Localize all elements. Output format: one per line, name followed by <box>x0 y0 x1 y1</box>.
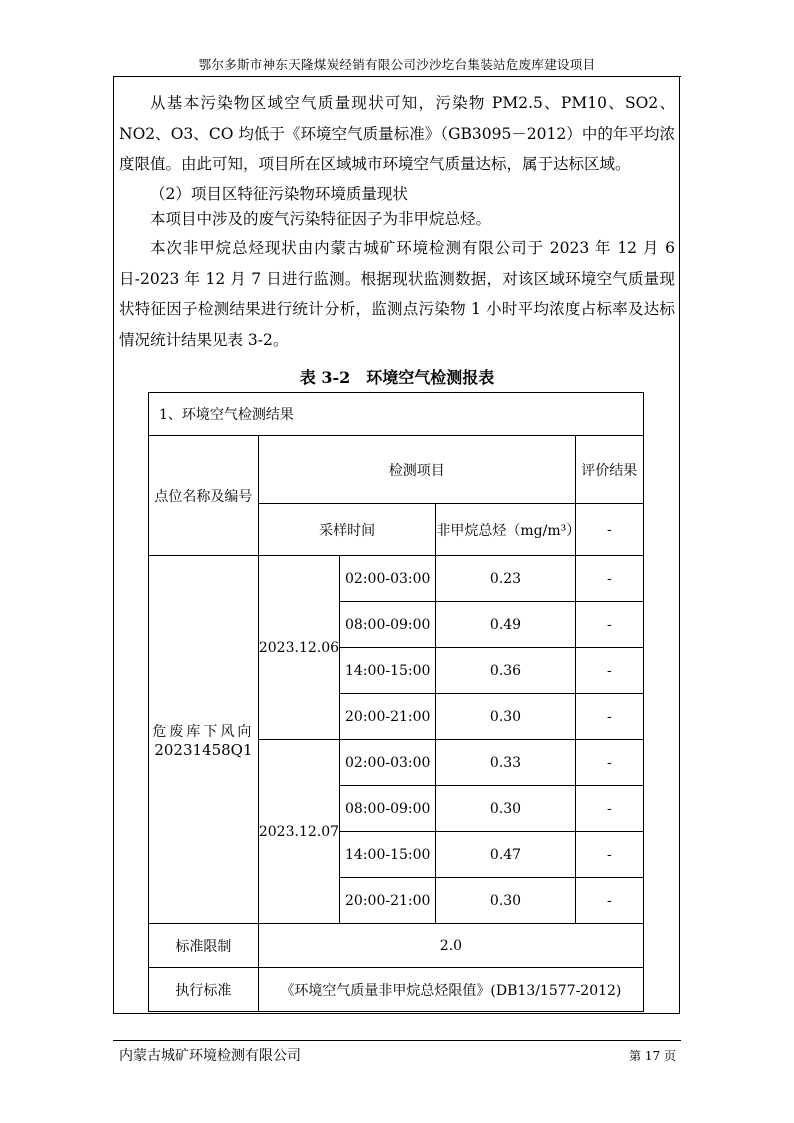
standard-row <box>149 968 644 1012</box>
time-cell: 08:00-09:00 <box>340 786 436 832</box>
value-cell: 0.23 <box>436 556 575 602</box>
subheading-characteristic-pollutants: （2）项目区特征污染物环境质量现状 <box>150 185 408 203</box>
eval-cell: - <box>575 740 643 786</box>
header-nmhc: 非甲烷总烃（mg/m³） <box>436 504 575 556</box>
header-eval-dash: - <box>575 504 643 556</box>
value-cell: 0.30 <box>436 694 575 740</box>
eval-cell: - <box>575 648 643 694</box>
time-cell: 08:00-09:00 <box>340 602 436 648</box>
eval-cell: - <box>575 602 643 648</box>
eval-cell: - <box>575 556 643 602</box>
time-cell: 20:00-21:00 <box>340 694 436 740</box>
time-cell: 14:00-15:00 <box>340 648 436 694</box>
value-cell: 0.36 <box>436 648 575 694</box>
date-cell: 2023.12.07 <box>258 740 339 924</box>
table-caption: 表 3-2 环境空气检测报表 <box>299 368 495 387</box>
footer-page-number: 第 17 页 <box>629 1049 676 1063</box>
standard-value: 《环境空气质量非甲烷总烃限值》(DB13/1577-2012) <box>258 968 643 1012</box>
time-cell: 02:00-03:00 <box>340 556 436 602</box>
air-monitoring-table <box>148 392 644 1012</box>
footer-rule <box>113 1040 681 1041</box>
header-station: 点位名称及编号 <box>149 436 259 556</box>
station-name: 危废库下风向 <box>152 723 255 740</box>
standard-label: 执行标准 <box>149 968 259 1012</box>
footer-company: 内蒙古城矿环境检测有限公司 <box>119 1048 301 1064</box>
paragraph-air-quality: 从基本污染物区域空气质量现状可知，污染物 PM2.5、PM10、SO2、NO2、O3、CO 均低于《环境空气质量标准》（GB3095－2012）中的年平均浓度限值。由此可知，项目所在区域城市环境空气质量达标，属于达标区域。 <box>119 94 675 173</box>
station-cell <box>149 556 259 924</box>
value-cell: 0.47 <box>436 832 575 878</box>
paragraph-pollutant-factor: 本项目中涉及的废气污染特征因子为非甲烷总烃。 <box>150 210 492 228</box>
table-row <box>149 556 644 602</box>
time-cell: 02:00-03:00 <box>340 740 436 786</box>
header-items: 检测项目 <box>258 436 575 504</box>
limit-label: 标准限制 <box>149 924 259 968</box>
station-id: 20231458Q1 <box>154 740 253 759</box>
eval-cell: - <box>575 878 643 924</box>
page-header: 鄂尔多斯市神东天隆煤炭经销有限公司沙沙圪台集装站危废库建设项目 <box>198 57 596 72</box>
header-eval: 评价结果 <box>575 436 643 504</box>
eval-cell: - <box>575 786 643 832</box>
value-cell: 0.49 <box>436 602 575 648</box>
value-cell: 0.33 <box>436 740 575 786</box>
header-time: 采样时间 <box>258 504 436 556</box>
time-cell: 14:00-15:00 <box>340 832 436 878</box>
eval-cell: - <box>575 694 643 740</box>
time-cell: 20:00-21:00 <box>340 878 436 924</box>
paragraph-monitoring: 本次非甲烷总烃现状由内蒙古城矿环境检测有限公司于 2023 年 12 月 6 日-2023 年 12 月 7 日进行监测。根据现状监测数据，对该区域环境空气质量现状特征因子检测结果进行统计分析，监测点污染物 1 小时平均浓度占标率及达标情况统计结果见表 3-2。 <box>119 239 675 349</box>
table-section-title: 1、环境空气检测结果 <box>149 393 644 436</box>
value-cell: 0.30 <box>436 786 575 832</box>
limit-value: 2.0 <box>258 924 643 968</box>
value-cell: 0.30 <box>436 878 575 924</box>
eval-cell: - <box>575 832 643 878</box>
date-cell: 2023.12.06 <box>258 556 339 740</box>
limit-row <box>149 924 644 968</box>
